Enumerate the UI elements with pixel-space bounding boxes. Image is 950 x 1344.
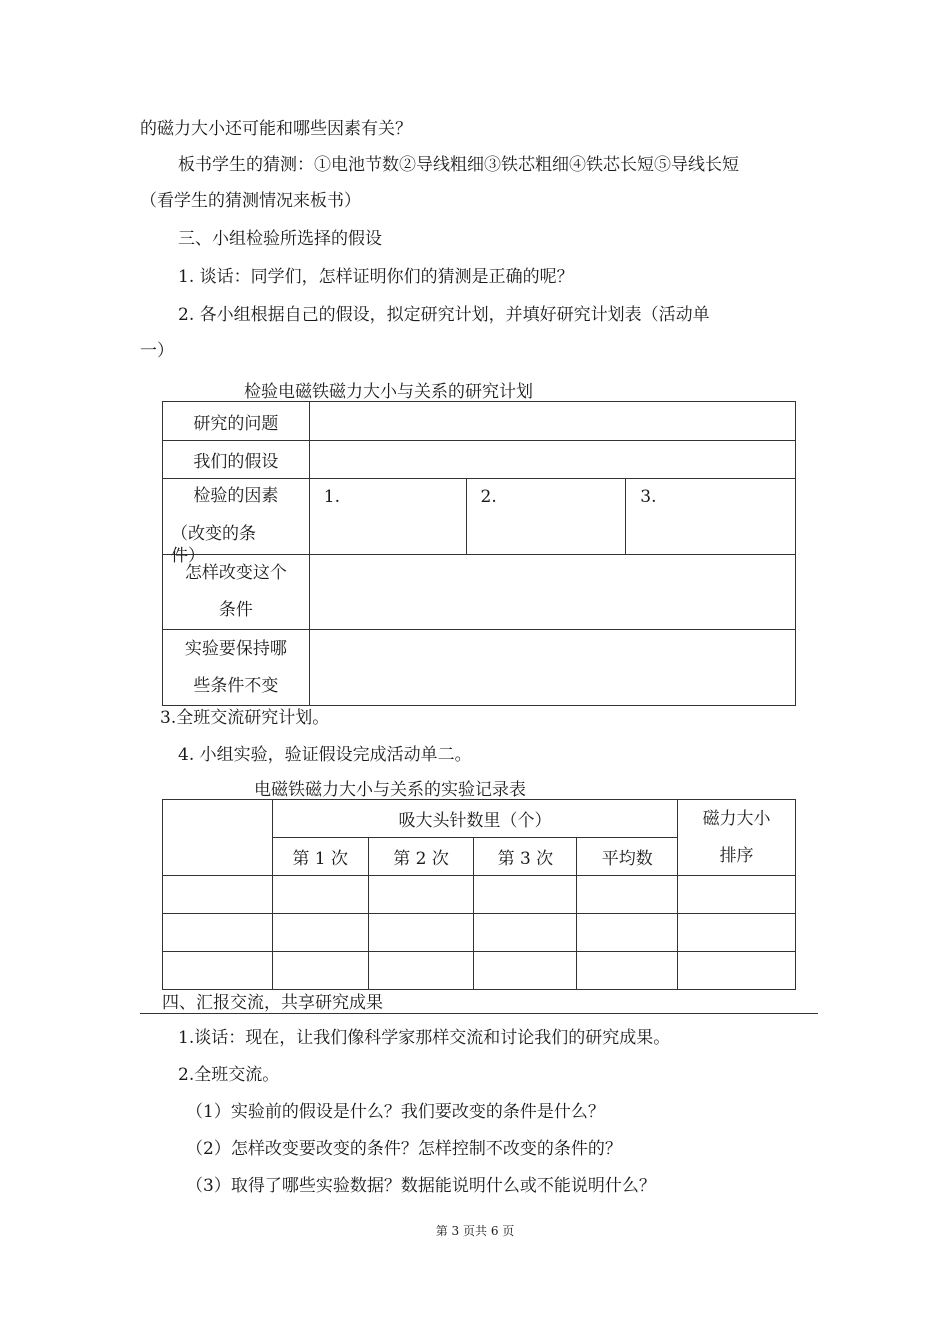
record-header-trial: 第 2 次 [368, 838, 474, 876]
record-table-title: 电磁铁磁力大小与关系的实验记录表 [254, 780, 526, 800]
record-cell [678, 952, 796, 990]
plan-row-label: 我们的假设 [163, 441, 310, 479]
page-number: 第 3 页共 6 页 [435, 1224, 515, 1238]
plan-factor-cell: 1. [309, 479, 466, 555]
text-line: 的磁力大小还可能和哪些因素有关？ [140, 119, 412, 139]
record-cell [474, 914, 577, 952]
record-cell [577, 914, 678, 952]
text-line: （3）取得了哪些实验数据？数据能说明什么或不能说明什么？ [186, 1176, 656, 1196]
divider [140, 1013, 818, 1014]
record-cell [368, 952, 474, 990]
plan-factor-label: （改变的条 [171, 524, 256, 544]
plan-cell [309, 441, 795, 479]
record-cell [678, 914, 796, 952]
plan-cell [309, 630, 795, 706]
text-line: （看学生的猜测情况来板书） [140, 191, 361, 211]
record-cell [368, 914, 474, 952]
record-cell [678, 876, 796, 914]
plan-row-label-line: 怎样改变这个 [184, 563, 287, 583]
record-cell [368, 876, 474, 914]
record-cell [272, 952, 368, 990]
text-line: 一） [140, 341, 174, 361]
record-header-trial: 第 1 次 [272, 838, 368, 876]
record-cell [577, 876, 678, 914]
record-cell [163, 952, 273, 990]
record-header-trial: 第 3 次 [474, 838, 577, 876]
record-cell [272, 914, 368, 952]
text-line: （1）实验前的假设是什么？我们要改变的条件是什么？ [186, 1102, 605, 1122]
plan-row-label: 研究的问题 [163, 402, 310, 441]
text-line: 2.全班交流。 [178, 1065, 280, 1085]
record-header-rank-line: 排序 [719, 845, 754, 866]
text-line: 板书学生的猜测：①电池节数②导线粗细③铁芯粗细④铁芯长短⑤导线长短 [178, 155, 739, 175]
plan-table [162, 401, 796, 706]
table-row [163, 952, 796, 990]
plan-factor-label: 检验的因素 [193, 486, 279, 506]
record-corner-cell [163, 800, 273, 876]
record-cell [577, 952, 678, 990]
plan-factor-cell: 2. [466, 479, 626, 555]
plan-cell [309, 555, 795, 630]
record-header-average: 平均数 [577, 838, 678, 876]
table-row [163, 914, 796, 952]
section-heading: 三、小组检验所选择的假设 [178, 229, 382, 249]
record-header-rank [678, 800, 796, 876]
text-line: 2. 各小组根据自己的假设，拟定研究计划，并填好研究计划表（活动单 [178, 305, 710, 325]
text-line: 4. 小组实验，验证假设完成活动单二。 [178, 745, 472, 765]
record-cell [163, 914, 273, 952]
text-line: 1.谈话：现在，让我们像科学家那样交流和讨论我们的研究成果。 [178, 1028, 671, 1048]
plan-cell [309, 402, 795, 441]
plan-row-label-line: 条件 [218, 600, 253, 620]
record-header-count: 吸大头针数里（个） [272, 800, 677, 838]
record-cell [163, 876, 273, 914]
plan-factor-cell: 3. [626, 479, 796, 555]
plan-row-label [163, 630, 310, 706]
plan-row-label [163, 479, 310, 566]
record-header-rank-line: 磁力大小 [702, 808, 771, 829]
record-cell [474, 952, 577, 990]
text-line: 3.全班交流研究计划。 [160, 708, 330, 728]
table-row [163, 876, 796, 914]
record-table [162, 799, 796, 990]
plan-row-label-line: 些条件不变 [193, 675, 279, 696]
record-cell [474, 876, 577, 914]
text-line: （2）怎样改变要改变的条件？怎样控制不改变的条件的？ [186, 1139, 622, 1159]
text-line: 1. 谈话：同学们，怎样证明你们的猜测是正确的呢？ [178, 267, 574, 287]
plan-table-title: 检验电磁铁磁力大小与关系的研究计划 [244, 382, 533, 402]
record-cell [272, 876, 368, 914]
plan-factor-label: 件） [171, 546, 205, 566]
plan-row-label-line: 实验要保持哪 [184, 638, 287, 659]
section-heading: 四、汇报交流，共享研究成果 [162, 993, 383, 1013]
